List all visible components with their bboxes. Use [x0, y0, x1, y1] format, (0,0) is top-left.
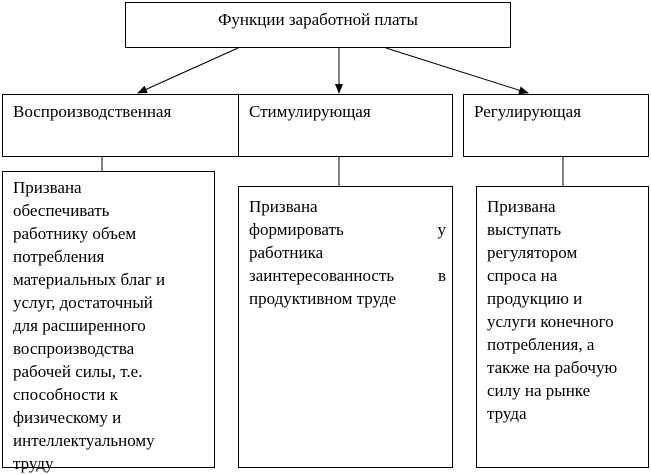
desc-word: формировать — [249, 220, 344, 239]
function-regulating: Регулирующая — [463, 94, 649, 157]
desc-line: труда — [487, 404, 527, 423]
desc-line: услуги конечного — [487, 312, 614, 331]
desc-line: обеспечивать — [13, 201, 110, 220]
desc-line: спроса на — [487, 266, 558, 285]
desc-line: потребления — [13, 247, 105, 266]
description-regulating — [476, 186, 649, 468]
desc-line: Призвана — [13, 178, 82, 197]
desc-line: силу на рынке — [487, 381, 591, 400]
arrow-to-reproductive — [138, 48, 238, 93]
arrow-to-regulating — [386, 48, 528, 93]
desc-line — [249, 218, 446, 241]
desc-line: труду — [13, 454, 54, 473]
desc-line: воспроизводства — [13, 339, 135, 358]
diagram-title: Функции заработной платы — [125, 2, 511, 48]
desc-line: услуг, достаточный — [13, 293, 153, 312]
desc-line: физическому и — [13, 408, 122, 427]
desc-line: способности к — [13, 385, 118, 404]
desc-line: рабочей силы, т.е. — [13, 362, 143, 381]
desc-line: работника — [249, 243, 324, 262]
desc-line: Призвана — [487, 197, 556, 216]
desc-line: материальных благ и — [13, 270, 166, 289]
desc-line: для расширенного — [13, 316, 146, 335]
function-reproductive: Воспроизводственная — [2, 94, 242, 157]
description-reproductive — [2, 171, 215, 473]
desc-line — [249, 264, 446, 287]
desc-word: у — [437, 220, 446, 239]
desc-word: заинтересованность — [249, 266, 395, 285]
desc-line: продукцию и — [487, 289, 583, 308]
desc-line: продуктивном труде — [249, 289, 397, 308]
desc-line: также на рабочую — [487, 358, 618, 377]
desc-line: работнику объем — [13, 224, 137, 243]
description-stimulating — [238, 186, 453, 468]
function-stimulating: Стимулирующая — [238, 94, 453, 157]
desc-line: Призвана — [249, 197, 318, 216]
desc-word: в — [437, 266, 446, 285]
desc-line: регулятором — [487, 243, 578, 262]
desc-line: интеллектуальному — [13, 431, 155, 450]
desc-line: выступать — [487, 220, 562, 239]
desc-line: потребления, а — [487, 335, 595, 354]
